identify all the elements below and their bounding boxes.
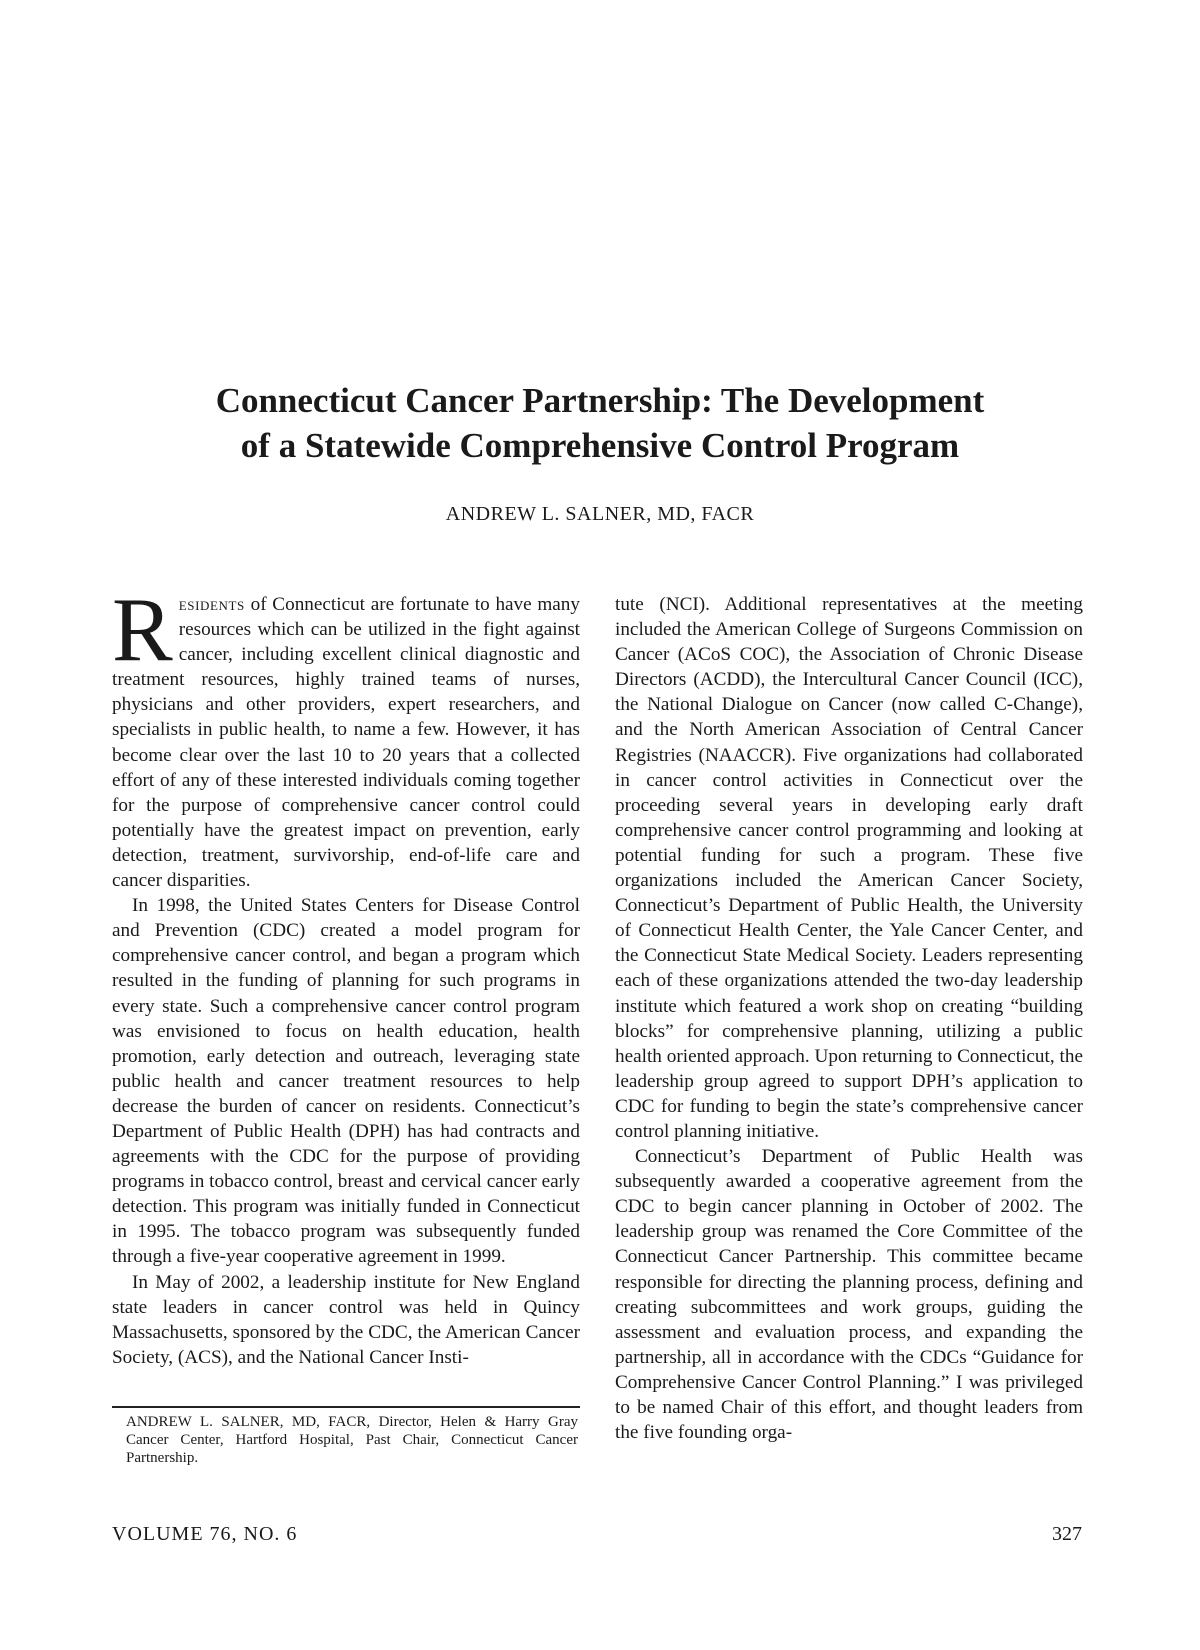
drop-cap: R xyxy=(112,579,173,680)
title-line-1: Connecticut Cancer Partnership: The Development xyxy=(215,381,985,420)
right-column xyxy=(615,592,1083,1445)
opening-small-caps: esidents xyxy=(178,594,245,615)
article-title xyxy=(110,378,1090,468)
paragraph-3-continued: tute (NCI). Additional representatives at the meeting included the American College of Surgeons Commission on Cancer (ACoS COC), the Association of Chronic Disease Directors (ACDD), the Intercultural Cancer Council (ICC), the National Dialogue on Cancer (now called C-Change), and the North American Association of Central Cancer Registries (NAACCR). Five organizations had collaborated in cancer control activities in Connecticut over the proceeding several years in developing early draft comprehensive cancer control programming and looking at potential funding for such a program. These five organizations included the American Cancer Society, Connecticut’s Department of Public Health, the University of Connecticut Health Center, the Yale Cancer Center, and the Connecticut State Medical Society. Leaders representing each of these organizations attended the two-day leadership institute which featured a work shop on creating “building blocks” for comprehensive planning, utilizing a public health oriented approach. Upon returning to Connecticut, the leadership group agreed to support DPH’s application to CDC for funding to begin the state’s comprehensive cancer control planning initiative. xyxy=(615,594,1083,1142)
footnote-rule xyxy=(112,1406,580,1408)
paragraph-1-text: of Connecticut are fortunate to have many resources which can be utilized in the fight against cancer, including excellent clinical diagnostic and treatment resources, highly trained teams of nurses, physicians and other providers, expert researchers, and specialists in public health, to name a few. However, it has become clear over the last 10 to 20 years that a collected effort of any of these interested individuals coming together for the purpose of comprehensive cancer control could potentially have the greatest impact on prevention, early detection, treatment, survivorship, end-of-life care and cancer disparities. xyxy=(112,594,580,892)
paragraph-3-start: In May of 2002, a leadership institute for New England state leaders in cancer control was held in Quincy Massachusetts, sponsored by the CDC, the American Cancer Society, (ACS), and the National Cancer Insti- xyxy=(112,1271,580,1368)
paragraph-4: Connecticut’s Department of Public Health was subsequently awarded a cooperative agreement from the CDC to begin cancer planning in October of 2002. The leadership group was renamed the Core Committee of the Connecticut Cancer Partnership. This committee became responsible for directing the planning process, defining and creating subcommittees and work groups, guiding the assessment and evaluation process, and expanding the partnership, all in accordance with the CDCs “Guidance for Comprehensive Cancer Control Planning.” I was privileged to be named Chair of this effort, and thought leaders from the five founding orga- xyxy=(615,1146,1083,1444)
paragraph-2: In 1998, the United States Centers for Disease Control and Prevention (CDC) created a model program for comprehensive cancer control, and began a program which resulted in the funding of planning for such programs in every state. Such a comprehensive cancer control program was envisioned to focus on health education, health promotion, early detection and outreach, leveraging state public health and cancer treatment resources to help decrease the burden of cancer on residents. Connecticut’s Department of Public Health (DPH) has had contracts and agreements with the CDC for the purpose of providing programs in tobacco control, breast and cervical cancer early detection. This program was initially funded in Connecticut in 1995. The tobacco program was subsequently funded through a five-year cooperative agreement in 1999. xyxy=(112,895,580,1268)
page-number: 327 xyxy=(1052,1523,1082,1545)
left-column xyxy=(112,579,580,1370)
journal-volume: VOLUME 76, NO. 6 xyxy=(112,1523,298,1545)
author-byline: ANDREW L. SALNER, MD, FACR xyxy=(445,503,755,525)
paragraph-1 xyxy=(112,579,580,893)
title-line-2: of a Statewide Comprehensive Control Program xyxy=(240,426,960,465)
author-footnote: ANDREW L. SALNER, MD, FACR, Director, Helen & Harry Gray Cancer Center, Hartford Hospital, Past Chair, Connecticut Cancer Partnership. xyxy=(126,1414,578,1466)
